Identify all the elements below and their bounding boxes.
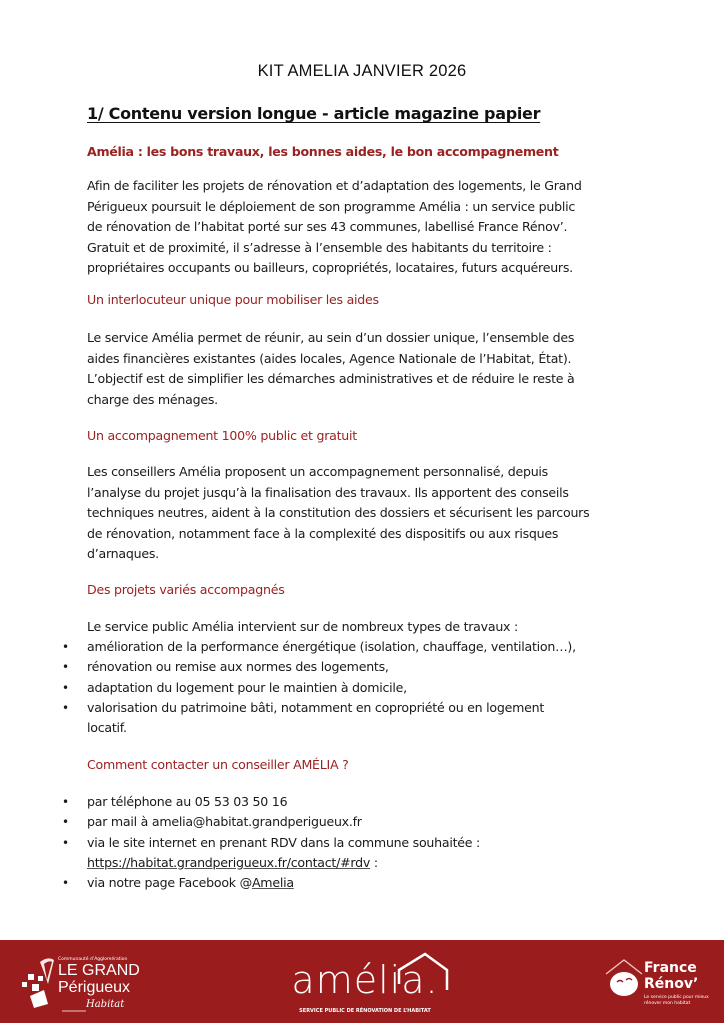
france-renov-line2: Rénov’ [644, 976, 699, 992]
phone-text: par téléphone au 05 53 03 50 16 [87, 794, 288, 809]
paragraph-line: L’objectif est de simplifier les démarches administratives et de réduire le reste à [87, 371, 575, 386]
paragraph-line: aides financières existantes (aides locales, Agence Nationale de l’Habitat, État). [87, 350, 572, 366]
list-item [62, 657, 576, 677]
list-item-text: adaptation du logement pour le maintien à domicile, [87, 679, 407, 695]
paragraph-line: l’analyse du projet jusqu’à la finalisation des travaux. Ils apportent des conseils [87, 484, 569, 500]
france-renov-line1: France [644, 960, 697, 976]
web-suffix: : [370, 854, 378, 870]
bullet-icon: • [62, 640, 69, 654]
paragraph-line: techniques neutres, aident à la constitution des dossiers et sécurisent les parcours [87, 505, 590, 520]
projets-intro [87, 617, 647, 638]
grand-perigueux-small-text: Communauté d’Agglomération [58, 957, 128, 962]
france-renov-logo [600, 950, 724, 1020]
list-item-continuation: locatif. [87, 720, 127, 736]
intro-line: Périgueux poursuit le déploiement de son programme Amélia : un service public [87, 198, 576, 214]
list-item [62, 637, 576, 657]
amelia-wordmark: amélia. [291, 958, 439, 1002]
contact-mail [62, 812, 480, 832]
subheading-interlocuteur: Un interlocuteur unique pour mobiliser les aides [87, 292, 379, 307]
paragraph-line: d’arnaques. [87, 546, 159, 561]
bullet-icon: • [62, 660, 69, 675]
bullet-icon: • [62, 700, 69, 715]
kit-title: KIT AMELIA JANVIER 2026 [257, 62, 467, 80]
facebook-prefix: via notre page Facebook @ [87, 875, 252, 891]
paragraph-accompagnement [87, 462, 647, 565]
list-item-text: valorisation du patrimoine bâti, notamment en copropriété ou en logement [87, 699, 545, 715]
bullet-icon: • [62, 835, 69, 850]
contact-phone [62, 792, 480, 812]
grand-perigueux-logo [18, 954, 140, 1014]
paragraph-interlocuteur [87, 328, 647, 410]
paragraph-line: Les conseillers Amélia proposent un accompagnement personnalisé, depuis [87, 464, 548, 479]
bullet-icon: • [62, 680, 69, 695]
mail-text: par mail à amelia@habitat.grandperigueux.fr [87, 814, 362, 830]
list-item-text: rénovation ou remise aux normes des logements, [87, 659, 389, 675]
contact-list [62, 792, 480, 893]
amelia-tagline: SERVICE PUBLIC DE RÉNOVATION DE L’HABITAT [299, 1008, 431, 1014]
bullet-icon: • [62, 795, 69, 809]
web-intro-text: via le site internet en prenant RDV dans la commune souhaitée : [87, 834, 481, 850]
paragraph-line: charge des ménages. [87, 391, 218, 407]
intro-paragraph [87, 176, 647, 279]
subheading-accompagnement: Un accompagnement 100% public et gratuit [87, 428, 357, 443]
grand-perigueux-line3: Habitat [86, 999, 125, 1010]
facebook-link[interactable]: Amelia [251, 875, 294, 891]
bullet-icon: • [62, 815, 69, 830]
section-title: 1/ Contenu version longue - article magazine papier [87, 104, 541, 123]
list-item-text: amélioration de la performance énergétique (isolation, chauffage, ventilation…), [87, 639, 576, 654]
list-item [62, 698, 576, 739]
rdv-link[interactable]: https://habitat.grandperigueux.fr/contact/#rdv [87, 854, 371, 870]
intro-line: Afin de faciliter les projets de rénovation et d’adaptation des logements, le Grand [87, 178, 582, 193]
subheading-contact: Comment contacter un conseiller AMÉLIA ? [87, 757, 349, 772]
paragraph-line: Le service Amélia permet de réunir, au sein d’un dossier unique, l’ensemble des [87, 330, 575, 345]
france-renov-tagline1: Le service public pour mieux [644, 995, 709, 1000]
article-title: Amélia : les bons travaux, les bonnes aides, le bon accompagnement [87, 144, 559, 159]
bullet-icon: • [62, 876, 69, 891]
projets-intro-text: Le service public Amélia intervient sur de nombreux types de travaux : [87, 619, 519, 634]
contact-web [62, 833, 480, 874]
list-item [62, 678, 576, 698]
grand-perigueux-line2: Périgueux [58, 979, 131, 996]
amelia-logo [270, 950, 460, 1020]
intro-line: Gratuit et de proximité, il s’adresse à l’ensemble des habitants du territoire : [87, 239, 552, 255]
intro-line: de rénovation de l’habitat porté sur ses 43 communes, labellisé France Rénov’. [87, 219, 568, 234]
subheading-projets: Des projets variés accompagnés [87, 582, 285, 597]
contact-facebook [62, 873, 480, 893]
projets-list [62, 637, 576, 738]
france-renov-tagline2: rénover mon habitat [644, 1001, 691, 1006]
paragraph-line: de rénovation, notamment face à la complexité des dispositifs ou aux risques [87, 525, 559, 541]
grand-perigueux-line1: LE GRAND [58, 962, 140, 979]
footer-banner [0, 940, 724, 1023]
france-renov-house-icon [604, 958, 648, 1002]
intro-line: propriétaires occupants ou bailleurs, copropriétés, locataires, futurs acquéreurs. [87, 260, 573, 275]
